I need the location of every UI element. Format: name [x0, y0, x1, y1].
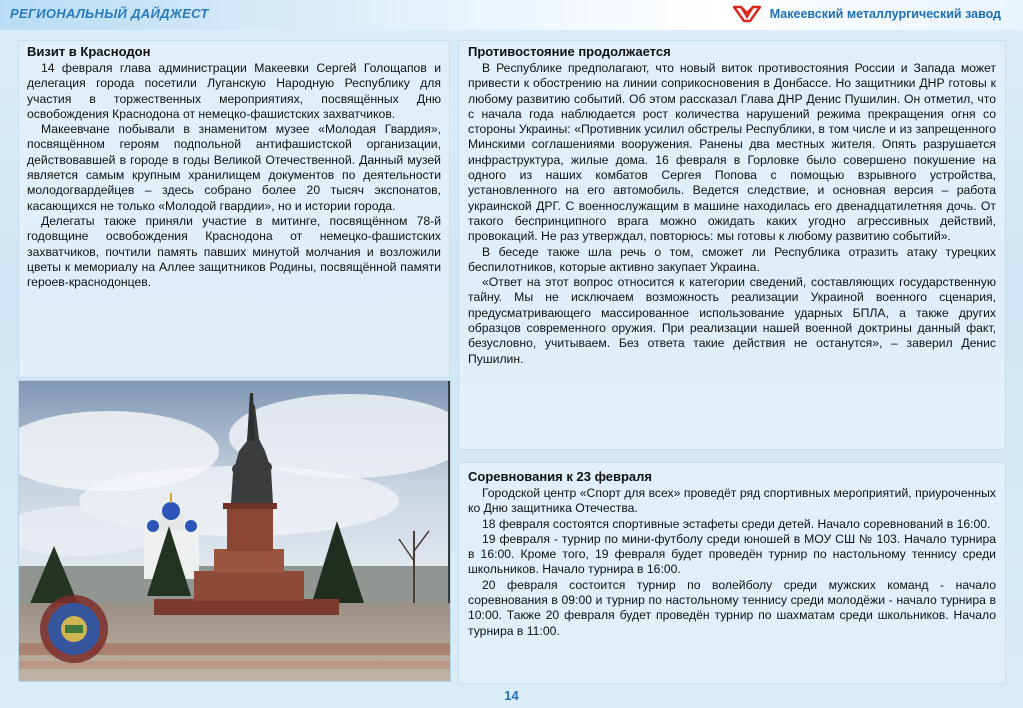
article-paragraph: 20 февраля состоится турнир по волейболу среди мужских команд - начало соревнования в 09:00 и турнир по настольному теннису среди молодёжи - начало турнира в 10:00. Также 20 февраля будет проведён турнир по шахматам среди школьников. Начало турнира в 11:00.	[468, 577, 996, 638]
article-title: Соревнования к 23 февраля	[468, 469, 653, 484]
brand-name: Макеевский металлургический завод	[769, 7, 1001, 21]
page-number: 14	[504, 688, 519, 703]
article-paragraph: Городской центр «Спорт для всех» проведёт ряд спортивных мероприятий, приуроченных ко Дню защитника Отечества.	[468, 486, 996, 516]
article-competitions	[458, 462, 1006, 684]
article-paragraph: В Республике предполагают, что новый виток противостояния России и Запада может привести к обострению на линии соприкосновения в Донбассе. Но защитники ДНР готовы к любому развитию событий. Об этом рассказал Глава ДНР Денис Пушилин. Он отметил, что с начала года наблюдается рост количества нарушений режима прекращения огня со стороны Украины: «Противник усилил обстрелы Республики, в том числе и из запрещенного Минскими соглашениями вооружения. Ранены два местных жителя. Опять разрушается инфраструктура, жилые дома. 16 февраля в Горловке было совершено покушение на одного из наших комбатов Сергея Попова с помощью взрывного устройства, установленного на его автомобиль. Ведется следствие, и основная версия – работа украинской ДРГ. С военнослужащим в машине находилась его двенадцатилетняя дочь. От такого беспринципного врага можно ожидать каких угодно агрессивных действий, провокаций. Не раз утверждал, повторюсь: мы готовы к любому развитию событий».	[468, 61, 996, 244]
article-visit-krasnodon	[18, 40, 450, 378]
article-paragraph: Макеевчане побывали в знаменитом музее «Молодая Гвардия», посвящённом героям подпольной антифашистской организации, действовавшей в городе в годы Великой Отечественной. Данный музей является самым крупным хранилищем документов по деятельности молодогвардейцев – здесь собрано более 20 тысяч экспонатов, касающихся не только «Молодой гвардии», но и истории города.	[27, 122, 441, 213]
article-paragraph: 19 февраля - турнир по мини-футболу среди юношей в МОУ СШ № 103. Начало турнира в 16:00. Кроме того, 19 февраля будет проведён турнир по настольному теннису среди школьников. Начало турнира в 16:00.	[468, 531, 996, 577]
article-paragraph: Делегаты также приняли участие в митинге, посвящённом 78-й годовщине освобождения Краснодона от немецко-фашистских захватчиков, почтили память павших минутой молчания и возложили цветы к мемориалу на Аллее защитников Родины, посвящённой памяти героев-краснодонцев.	[27, 213, 441, 290]
article-paragraph: «Ответ на этот вопрос относится к категории сведений, составляющих государственную тайну. Мы не исключаем возможность реализации Украиной военного сценария, предусматривающего массированное использование ударных БПЛА, а также других образцов современного оружия. При реализации нашей военной доктрины данный факт, безусловно, учитываем. Без ответа такие действия не останутся», – заверил Денис Пушилин.	[468, 275, 996, 366]
article-paragraph: В беседе также шла речь о том, сможет ли Республика отразить атаку турецких беспилотников, которые активно закупает Украина.	[468, 244, 996, 274]
article-title: Противостояние продолжается	[468, 44, 671, 59]
brand	[732, 4, 1001, 24]
city-emblem-icon	[40, 595, 108, 663]
page-header	[0, 0, 1023, 30]
article-title: Визит в Краснодон	[27, 44, 151, 59]
mmz-logo-icon	[732, 4, 762, 24]
section-title: РЕГИОНАЛЬНЫЙ ДАЙДЖЕСТ	[10, 6, 209, 21]
article-paragraph: 14 февраля глава администрации Макеевки Сергей Голощапов и делегация города посетили Луганскую Народную Республику для участия в торжественных мероприятиях, посвящённых Дню освобождения Краснодона от немецко-фашистских захватчиков.	[27, 61, 441, 121]
article-paragraph: 18 февраля состоятся спортивные эстафеты среди детей. Начало соревнований в 16:00.	[482, 516, 991, 531]
article-confrontation	[458, 40, 1006, 450]
monument-photo	[18, 380, 451, 682]
